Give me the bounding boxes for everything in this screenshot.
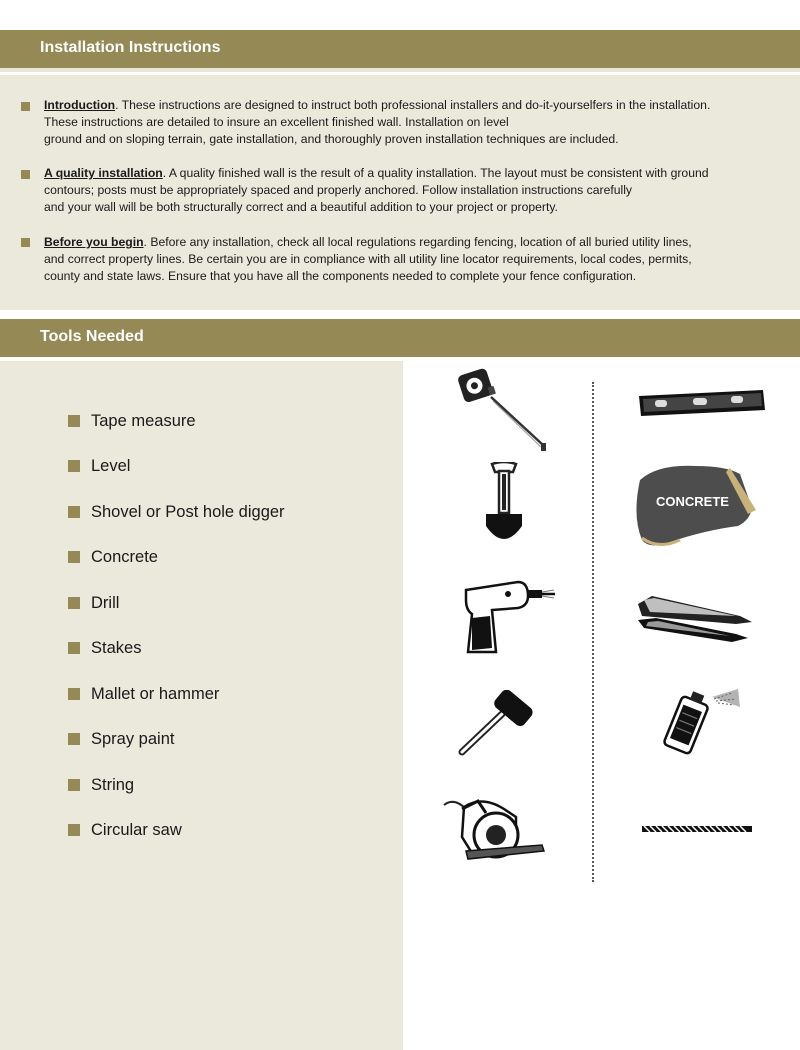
instruction-text: and your wall will be both structurally correct and a beautiful addition to your project or property. — [44, 200, 558, 214]
bullet-marker — [68, 824, 80, 836]
instruction-text: These instructions are detailed to insure an excellent finished wall. Installation on level — [44, 115, 509, 129]
bullet-marker — [68, 597, 80, 609]
instruction-text: contours; posts must be appropriately spaced and properly anchored. Follow installation instructions carefully — [44, 183, 633, 197]
header-divider — [0, 68, 800, 72]
bullet-marker — [21, 238, 30, 247]
tools-list-panel — [0, 361, 403, 1050]
tool-label: Tape measure — [91, 412, 196, 430]
instruction-paragraph — [44, 165, 764, 216]
bullet-marker — [68, 415, 80, 427]
tape-measure-icon — [455, 365, 555, 457]
tool-label: Concrete — [91, 548, 158, 566]
tool-label: Level — [91, 457, 131, 475]
tool-label: Spray paint — [91, 730, 175, 748]
mallet-icon — [458, 690, 538, 760]
tool-label: Drill — [91, 594, 120, 612]
shovel-icon — [480, 462, 528, 548]
level-icon — [635, 388, 770, 420]
stakes-icon — [636, 594, 754, 648]
instruction-term: A quality installation — [44, 166, 163, 180]
bullet-marker — [21, 102, 30, 111]
bullet-marker — [68, 460, 80, 472]
bullet-marker — [68, 733, 80, 745]
tool-label: Circular saw — [91, 821, 182, 839]
instruction-text: . A quality finished wall is the result of a quality installation. The layout must be consistent with ground — [162, 166, 709, 180]
bullet-marker — [21, 170, 30, 179]
section-title: Installation Instructions — [40, 39, 221, 56]
string-icon — [640, 822, 755, 836]
bullet-marker — [68, 642, 80, 654]
concrete-bag-label: CONCRETE — [656, 494, 729, 509]
column-divider — [592, 382, 594, 882]
drill-icon — [462, 578, 557, 658]
bullet-marker — [68, 506, 80, 518]
bullet-marker — [68, 779, 80, 791]
instruction-text: ground and on sloping terrain, gate installation, and thoroughly proven installation techniques are included. — [44, 132, 619, 146]
instructions-panel — [0, 75, 800, 310]
instruction-text: . These instructions are designed to instruct both professional installers and do-it-yourselfers in the installation. — [115, 98, 711, 112]
instruction-text: . Before any installation, check all local regulations regarding fencing, location of all buried utility lines, — [143, 235, 692, 249]
instruction-paragraph — [44, 97, 764, 148]
tools-needed-header — [0, 319, 800, 357]
concrete-bag-icon — [630, 460, 760, 552]
tool-label: Mallet or hammer — [91, 685, 220, 703]
installation-instructions-header — [0, 30, 800, 68]
instruction-text: and correct property lines. Be certain you are in compliance with all utility line locator requirements, local codes, permits, — [44, 252, 692, 266]
tool-label: Shovel or Post hole digger — [91, 503, 285, 521]
bullet-marker — [68, 688, 80, 700]
circular-saw-icon — [442, 795, 547, 867]
tool-label: String — [91, 776, 135, 794]
instruction-paragraph — [44, 234, 764, 285]
instruction-text: county and state laws. Ensure that you have all the components needed to complete your fence configuration. — [44, 269, 637, 283]
section-title: Tools Needed — [40, 328, 144, 345]
spray-paint-icon — [662, 685, 742, 757]
tool-label: Stakes — [91, 639, 142, 657]
bullet-marker — [68, 551, 80, 563]
instruction-term: Before you begin — [44, 235, 144, 249]
instruction-term: Introduction — [44, 98, 116, 112]
